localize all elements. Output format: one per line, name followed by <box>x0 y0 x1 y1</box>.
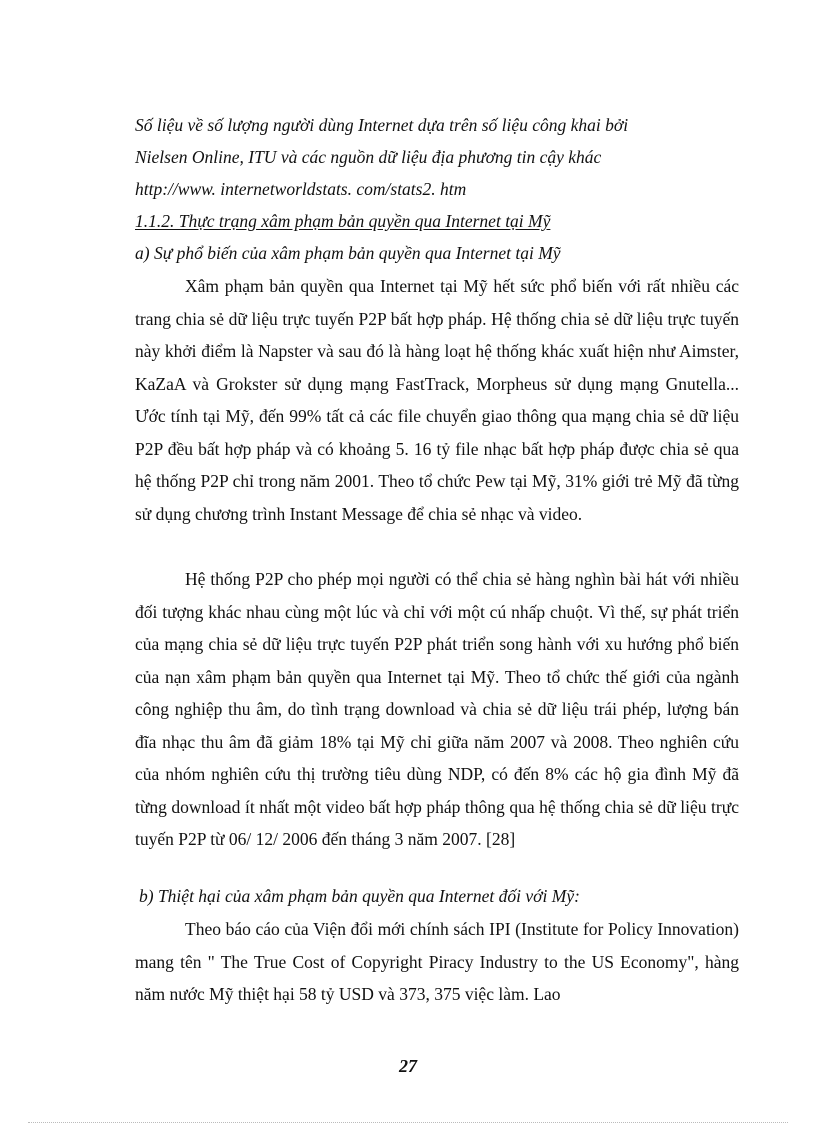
page-number: 27 <box>399 1056 417 1076</box>
paragraph-3: Theo báo cáo của Viện đổi mới chính sách IPI (Institute for Policy Innovation) mang tên " The True Cost of Copyright Piracy Industry to the US Economy", hàng năm nước Mỹ thiệt hại 58 tỷ USD và 373, 375 việc làm. Lao <box>135 919 739 1004</box>
source-note-line-1: Số liệu về số lượng người dùng Internet dựa trên số liệu công khai bởi <box>135 115 629 135</box>
subheading-b: b) Thiệt hại của xâm phạm bản quyền qua Internet đối với Mỹ: <box>139 886 580 906</box>
source-url: http://www. internetworldstats. com/stats2. htm <box>135 179 467 199</box>
subheading-a: a) Sự phổ biến của xâm phạm bản quyền qua Internet tại Mỹ <box>135 243 561 263</box>
section-heading: 1.1.2. Thực trạng xâm phạm bản quyền qua Internet tại Mỹ <box>135 211 551 231</box>
paragraph-2: Hệ thống P2P cho phép mọi người có thể chia sẻ hàng nghìn bài hát với nhiều đối tượng khác nhau cùng một lúc và chỉ với một cú nhấp chuột. Vì thế, sự phát triển của mạng chia sẻ dữ liệu trực tuyến P2P phát triển song hành với xu hướng phổ biến của nạn xâm phạm bản quyền qua Internet tại Mỹ. Theo tổ chức thế giới của ngành công nghiệp thu âm, do tình trạng download và chia sẻ dữ liệu trái phép, lượng bán đĩa nhạc thu âm đã giảm 18% tại Mỹ chỉ giữa năm 2007 và 2008. Theo nghiên cứu của nhóm nghiên cứu thị trường tiêu dùng NDP, có đến 8% các hộ gia đình Mỹ đã từng download ít nhất một video bất hợp pháp thông qua hệ thống chia sẻ dữ liệu trực tuyến P2P từ 06/ 12/ 2006 đến tháng 3 năm 2007. [28] <box>135 569 739 849</box>
paragraph-1: Xâm phạm bản quyền qua Internet tại Mỹ hết sức phổ biến với rất nhiều các trang chia sẻ dữ liệu trực tuyến P2P bất hợp pháp. Hệ thống chia sẻ dữ liệu trực tuyến này khởi điểm là Napster và sau đó là hàng loạt hệ thống khác xuất hiện như Aimster, KaZaA và Grokster sử dụng mạng FastTrack, Morpheus sử dụng mạng Gnutella... Ước tính tại Mỹ, đến 99% tất cả các file chuyển giao thông qua mạng chia sẻ dữ liệu P2P đều bất hợp pháp và có khoảng 5. 16 tỷ file nhạc bất hợp pháp được chia sẻ qua hệ thống P2P chỉ trong năm 2001. Theo tổ chức Pew tại Mỹ, 31% giới trẻ Mỹ đã từng sử dụng chương trình Instant Message để chia sẻ nhạc và video. <box>135 276 739 524</box>
source-note-line-2: Nielsen Online, ITU và các nguồn dữ liệu địa phương tin cậy khác <box>135 147 602 167</box>
